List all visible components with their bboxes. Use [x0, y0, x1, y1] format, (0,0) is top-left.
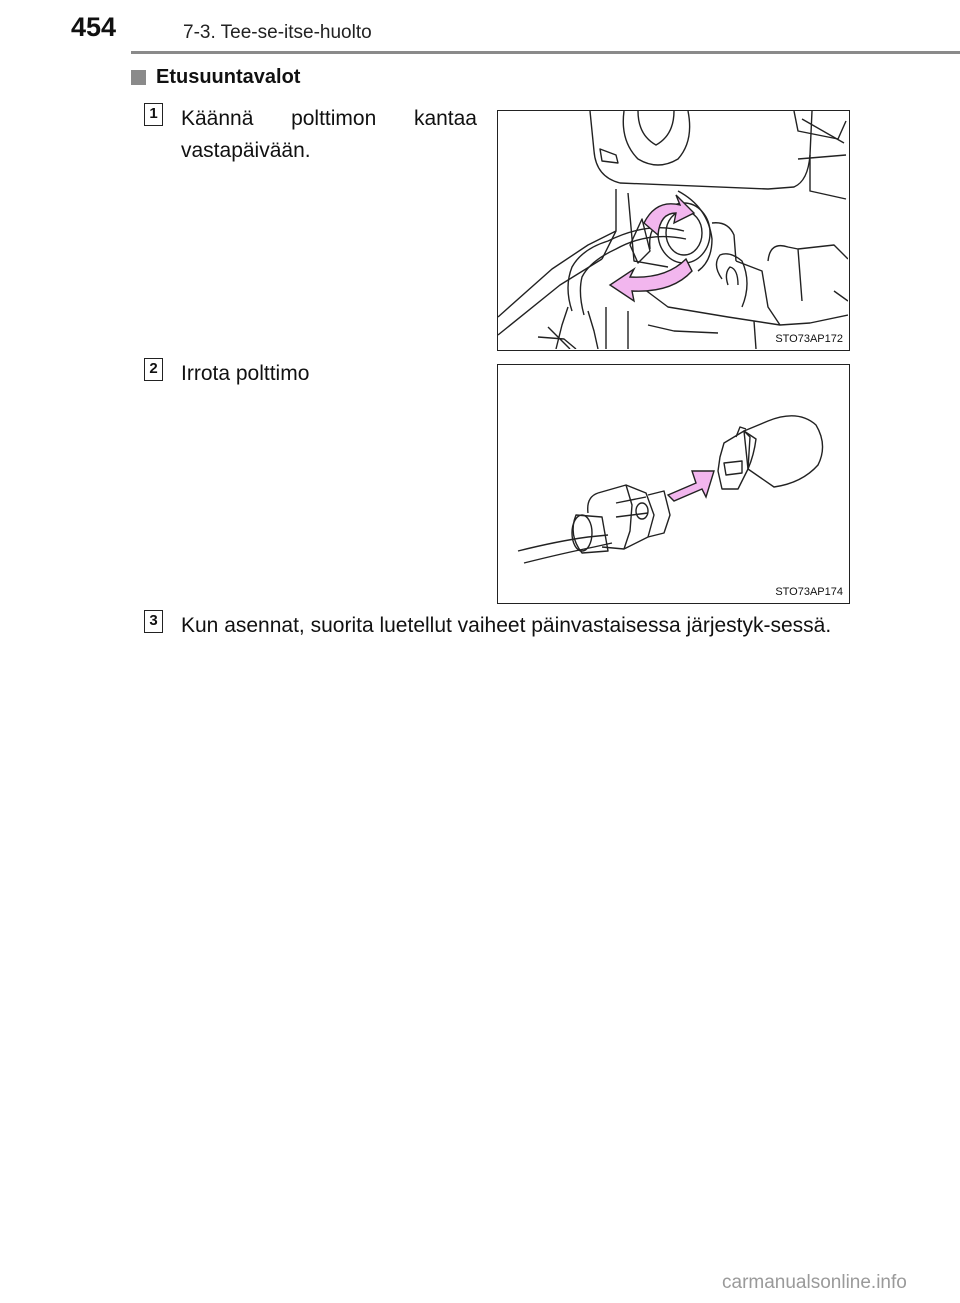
headlamp-illustration: [498, 111, 848, 349]
figure-code: STO73AP172: [775, 333, 843, 345]
figure-bulb-socket-turn: [497, 110, 850, 351]
header-divider: [131, 51, 960, 54]
section-title-text: Etusuuntavalot: [156, 66, 301, 88]
bulb-removal-illustration: [498, 365, 848, 602]
watermark: carmanualsonline.info: [722, 1272, 907, 1293]
square-bullet-icon: [131, 70, 146, 85]
step-badge-3: 3: [144, 610, 163, 633]
page-header: [0, 0, 960, 56]
figure-bulb-removal: [497, 364, 850, 604]
figure-code: STO73AP174: [775, 586, 843, 598]
step-badge-2: 2: [144, 358, 163, 381]
page-number: 454: [71, 12, 117, 42]
step-1-text: Käännä polttimon kantaa vastapäivään.: [181, 107, 477, 162]
chapter-title: 7-3. Tee-se-itse-huolto: [183, 22, 372, 43]
section-heading: [131, 66, 300, 89]
step-2-text: Irrota polttimo: [181, 362, 310, 385]
step-3-text: Kun asennat, suorita luetellut vaiheet päinvastaisessa järjestyk-sessä.: [181, 614, 832, 637]
step-badge-1: 1: [144, 103, 163, 126]
